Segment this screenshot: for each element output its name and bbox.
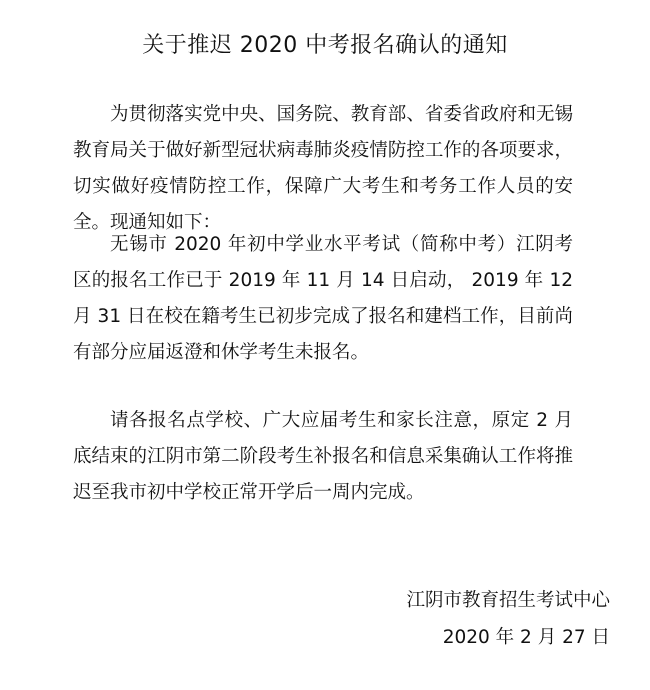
notice-paragraph-1: 为贯彻落实党中央、国务院、教育部、省委省政府和无锡教育局关于做好新型冠状病毒肺炎疫情防控工作的各项要求，切实做好疫情防控工作，保障广大考生和考务工作人员的安全。现通知如下： [73, 104, 573, 233]
issue-date: 2020 年 2 月 27 日 [442, 627, 610, 648]
notice-title: 关于推迟 2020 中考报名确认的通知 [142, 33, 508, 58]
notice-paragraph-2: 无锡市 2020 年初中学业水平考试（简称中考）江阴考区的报名工作已于 2019 年 11 月 14 日启动， 2019 年 12 月 31 日在校在籍考生已初步完成了报名和建档工作，目前尚有部分应届返澄和休学考生未报名。 [73, 234, 573, 363]
issuer-signature: 江阴市教育招生考试中心 [406, 590, 610, 611]
notice-paragraph-3: 请各报名点学校、广大应届考生和家长注意，原定 2 月底结束的江阴市第二阶段考生补报名和信息采集确认工作将推迟至我市初中学校正常开学后一周内完成。 [73, 410, 573, 503]
